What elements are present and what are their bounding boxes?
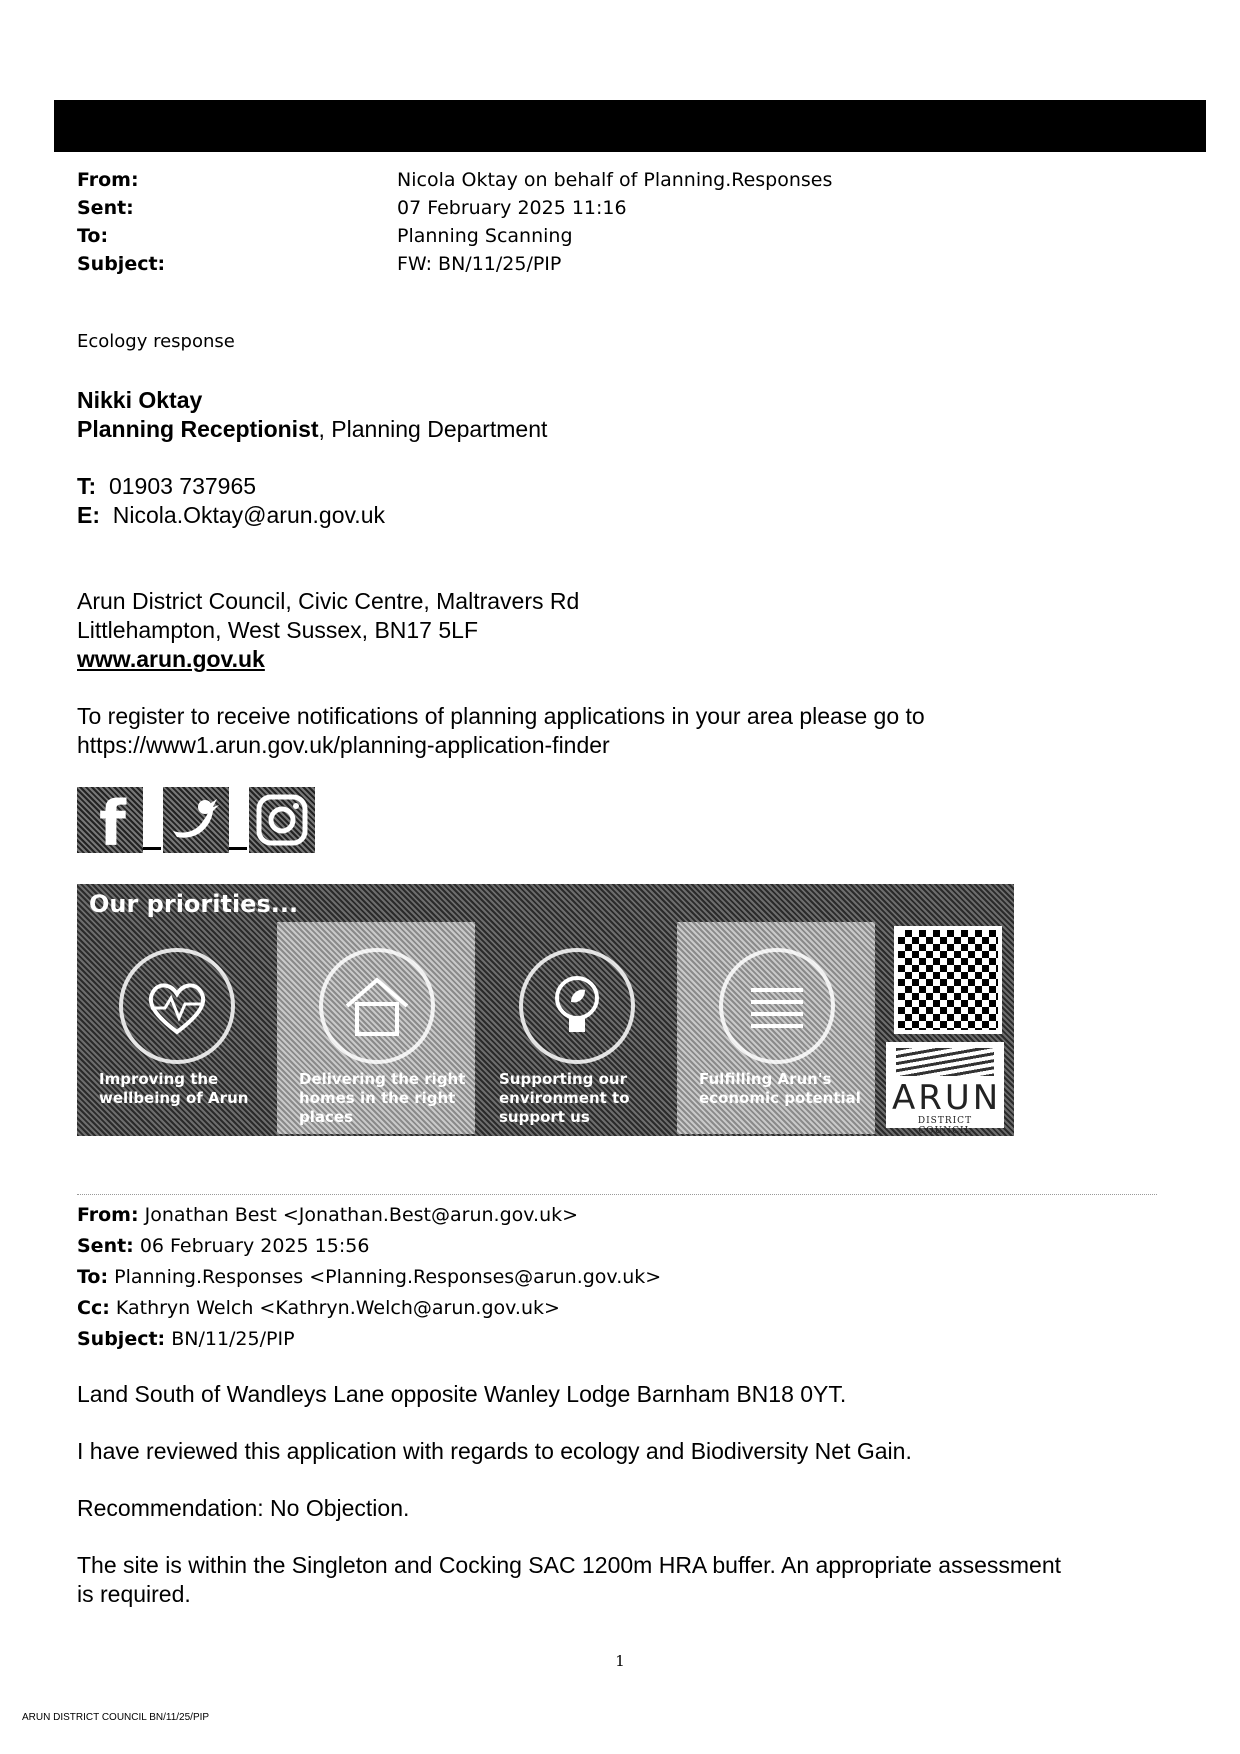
twitter-icon[interactable] <box>163 787 229 853</box>
fwd-cc-label: Cc: <box>77 1297 110 1319</box>
email-value[interactable]: Nicola.Oktay@arun.gov.uk <box>112 502 385 528</box>
body-paragraph-4b: is required. <box>77 1581 191 1607</box>
intro-text: Ecology response <box>77 331 235 352</box>
priority-caption: Fulfilling Arun's economic potential <box>699 1070 861 1107</box>
fwd-to-line <box>77 1262 661 1293</box>
fwd-to-value: Planning.Responses <Planning.Responses@arun.gov.uk> <box>114 1266 662 1288</box>
subject-label: Subject: <box>77 253 166 275</box>
divider <box>77 1194 1157 1195</box>
subject-value: FW: BN/11/25/PIP <box>397 253 562 275</box>
arun-logo <box>886 1042 1004 1136</box>
heart-icon <box>119 948 235 1064</box>
fwd-subject-value: BN/11/25/PIP <box>171 1328 295 1350</box>
body-paragraph-2: I have reviewed this application with regards to ecology and Biodiversity Net Gain. <box>77 1438 912 1464</box>
fwd-cc-line <box>77 1293 560 1324</box>
home-family-icon <box>319 948 435 1064</box>
lightbulb-leaf-icon <box>519 948 635 1064</box>
signature-role-line <box>77 415 547 444</box>
fwd-to-label: To: <box>77 1266 109 1288</box>
priority-caption: Delivering the right homes in the right places <box>299 1070 466 1126</box>
website-link[interactable]: www.arun.gov.uk <box>77 646 265 672</box>
sent-value: 07 February 2025 11:16 <box>397 197 627 219</box>
redaction-bar <box>54 100 1206 152</box>
page-footer: ARUN DISTRICT COUNCIL BN/11/25/PIP <box>22 1712 210 1723</box>
to-value: Planning Scanning <box>397 225 573 247</box>
address-line-2: Littlehampton, West Sussex, BN17 5LF <box>77 617 478 643</box>
priority-caption: Supporting our environment to support us <box>499 1070 630 1126</box>
priority-panel <box>277 922 475 1134</box>
wave-icon <box>896 1048 994 1076</box>
instagram-icon[interactable] <box>249 787 315 853</box>
priority-panel <box>677 922 875 1134</box>
page-number: 1 <box>615 1652 625 1670</box>
facebook-icon[interactable] <box>77 787 143 853</box>
fwd-sent-line <box>77 1231 369 1262</box>
icon-separator <box>143 847 161 850</box>
email-line <box>77 501 385 530</box>
priority-caption: Improving the wellbeing of Arun <box>99 1070 249 1107</box>
from-value: Nicola Oktay on behalf of Planning.Responses <box>397 169 833 191</box>
qr-code-icon <box>894 926 1002 1034</box>
economy-icon <box>719 948 835 1064</box>
fwd-from-label: From: <box>77 1204 139 1226</box>
priority-panel <box>477 922 675 1134</box>
fwd-from-line <box>77 1200 578 1231</box>
fwd-from-value: Jonathan Best <Jonathan.Best@arun.gov.uk> <box>144 1204 579 1226</box>
banner-title: Our priorities... <box>89 890 299 918</box>
body-paragraph-1: Land South of Wandleys Lane opposite Wanley Lodge Barnham BN18 0YT. <box>77 1381 847 1407</box>
body-paragraph-3: Recommendation: No Objection. <box>77 1495 410 1521</box>
logo-text: ARUN <box>892 1078 1002 1118</box>
fwd-subject-label: Subject: <box>77 1328 166 1350</box>
phone-line <box>77 472 256 501</box>
social-icons <box>77 787 317 853</box>
body-paragraph-4a: The site is within the Singleton and Cocking SAC 1200m HRA buffer. An appropriate assessment <box>77 1552 1062 1578</box>
icon-separator <box>229 847 247 850</box>
phone-value: 01903 737965 <box>108 473 257 499</box>
priority-panel <box>77 922 275 1134</box>
priorities-banner <box>77 884 1014 1136</box>
register-link[interactable]: https://www1.arun.gov.uk/planning-application-finder <box>77 732 610 758</box>
signature-role: Planning Receptionist <box>77 416 319 442</box>
register-text: To register to receive notifications of planning applications in your area please go to <box>77 703 925 729</box>
fwd-cc-value: Kathryn Welch <Kathryn.Welch@arun.gov.uk> <box>115 1297 560 1319</box>
signature-department: , Planning Department <box>318 416 548 442</box>
to-label: To: <box>77 225 109 247</box>
fwd-sent-label: Sent: <box>77 1235 134 1257</box>
sent-label: Sent: <box>77 197 134 219</box>
from-label: From: <box>77 169 139 191</box>
logo-subtext: DISTRICT COUNCIL <box>917 1116 973 1136</box>
address-line-1: Arun District Council, Civic Centre, Maltravers Rd <box>77 588 580 614</box>
phone-label: T: <box>77 473 97 499</box>
signature-name: Nikki Oktay <box>77 387 203 413</box>
svg-text:f: f <box>99 787 126 853</box>
fwd-subject-line <box>77 1324 295 1355</box>
email-label: E: <box>77 502 100 528</box>
fwd-sent-value: 06 February 2025 15:56 <box>139 1235 370 1257</box>
